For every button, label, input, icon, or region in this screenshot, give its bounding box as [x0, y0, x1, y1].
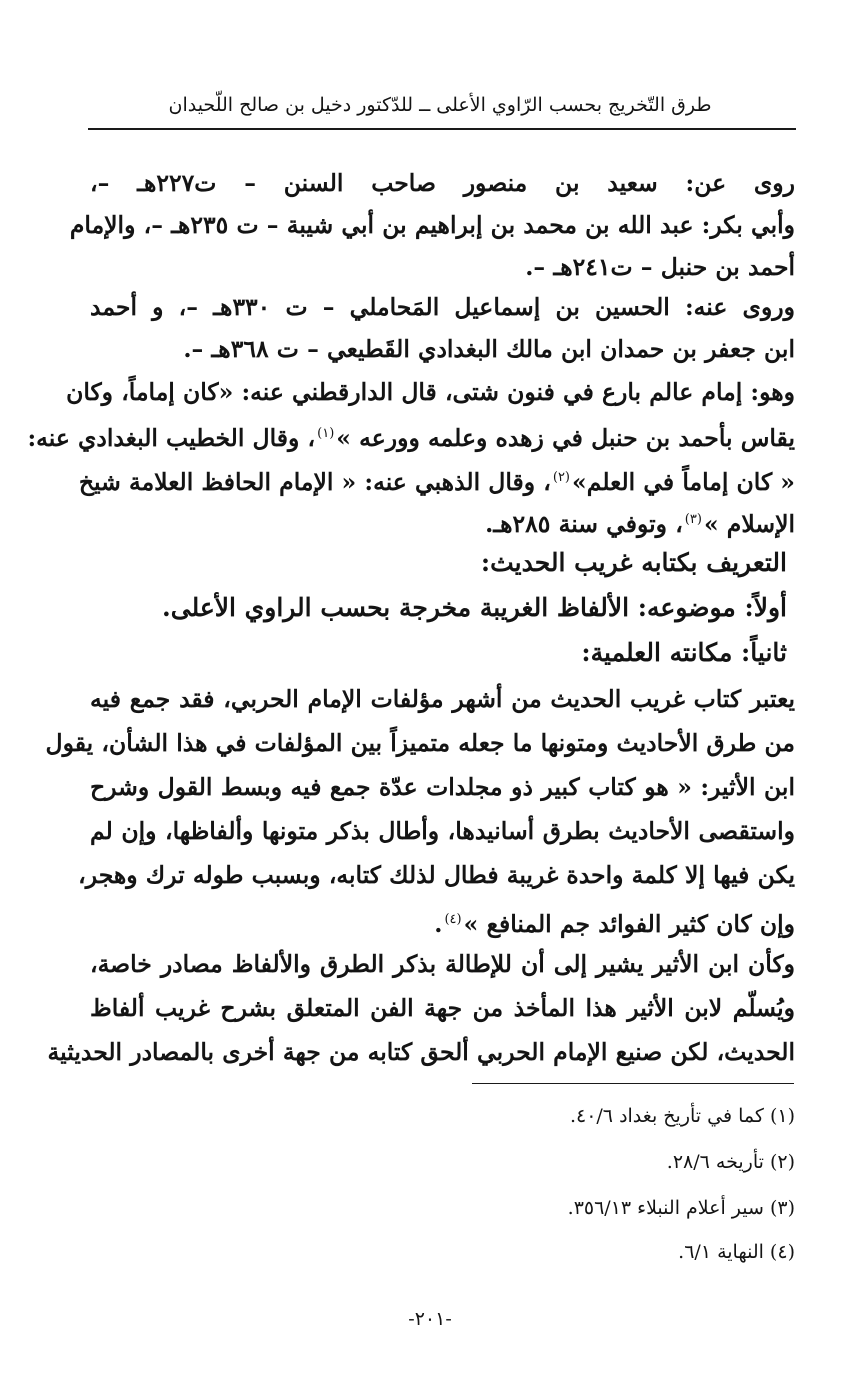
body-line: الإسلام »$^{(٣)}$، وتوفي سنة ٢٨٥هـ. [485, 509, 795, 538]
body-line: ابن جعفر بن حمدان ابن مالك البغدادي القَطيعي – ت ٣٦٨هـ –. [183, 335, 795, 363]
body-line: الحديث، لكن صنيع الإمام الحربي ألحق كتابه من جهة أخرى بالمصادر الحديثية [47, 1038, 795, 1066]
section-heading: التعريف بكتابه غريب الحديث: [480, 548, 787, 577]
body-line: وأبي بكر: عبد الله بن محمد بن إبراهيم بن أبي شيبة – ت ٢٣٥هـ –، والإمام [69, 211, 795, 239]
body-line: واستقصى الأحاديث بطرق أسانيدها، وأطال بذكر متونها وألفاظها، وإن لم [90, 817, 795, 845]
footnote: (٣) سير أعلام النبلاء ٣٥٦/١٣. [567, 1197, 795, 1219]
footnote: (١) كما في تأريخ بغداد ٤٠/٦. [569, 1105, 795, 1127]
body-line: وروى عنه: الحسين بن إسماعيل المَحاملي – ت ٣٣٠هـ –، و أحمد [90, 293, 795, 321]
subheading: ثانياً: مكانته العلمية: [581, 638, 787, 667]
running-header: طرق التّخريج بحسب الرّاوي الأعلى ــ للدّكتور دخيل بن صالح اللّحيدان [168, 94, 712, 116]
body-line: يكن فيها إلا كلمة واحدة غريبة فطال لذلك كتابه، وبسبب طوله ترك وهجر، [78, 861, 795, 889]
footnote: (٢) تأريخه ٢٨/٦. [666, 1151, 795, 1173]
body-line: ابن الأثير: « هو كتاب كبير ذو مجلدات عدّة جمع فيه وبسط القول وشرح [90, 773, 795, 801]
footnote-ref: (٤) [444, 912, 462, 927]
body-line: وكأن ابن الأثير يشير إلى أن للإطالة بذكر الطرق والألفاظ مصادر خاصة، [90, 950, 795, 978]
body-line: « كان إماماً في العلم»$^{(٢)}$، وقال الذهبي عنه: « الإمام الحافظ العلامة شيخ [78, 467, 795, 496]
subheading: أولاً: موضوعه: الألفاظ الغريبة مخرجة بحسب الراوي الأعلى. [162, 593, 787, 622]
body-line: روى عن: سعيد بن منصور صاحب السنن – ت٢٢٧هـ –، [90, 169, 796, 197]
footnote-ref: (١) [317, 426, 335, 441]
body-line: من طرق الأحاديث ومتونها ما جعله متميزاً بين المؤلفات في هذا الشأن، يقول [45, 729, 795, 757]
footnote-separator [472, 1083, 794, 1084]
body-line: أحمد بن حنبل – ت٢٤١هـ –. [525, 253, 795, 281]
footnote-ref: (٢) [552, 470, 570, 485]
body-line: وهو: إمام عالم بارع في فنون شتى، قال الدارقطني عنه: «كان إماماً، وكان [66, 378, 795, 406]
footnote-ref: (٣) [684, 512, 702, 527]
body-line: يعتبر كتاب غريب الحديث من أشهر مؤلفات الإمام الحربي، فقد جمع فيه [90, 685, 795, 713]
body-line: يقاس بأحمد بن حنبل في زهده وعلمه وورعه »$^{(١)}$، وقال الخطيب البغدادي عنه: [27, 423, 795, 452]
footnote: (٤) النهاية ٦/١. [678, 1241, 795, 1263]
header-rule [88, 128, 796, 130]
body-line: ويُسلّم لابن الأثير هذا المأخذ من جهة الفن المتعلق بشرح غريب ألفاظ [90, 994, 795, 1022]
page-number: -٢٠١- [408, 1308, 452, 1330]
body-line: وإن كان كثير الفوائد جم المنافع »$^{(٤)}$. [434, 909, 795, 938]
